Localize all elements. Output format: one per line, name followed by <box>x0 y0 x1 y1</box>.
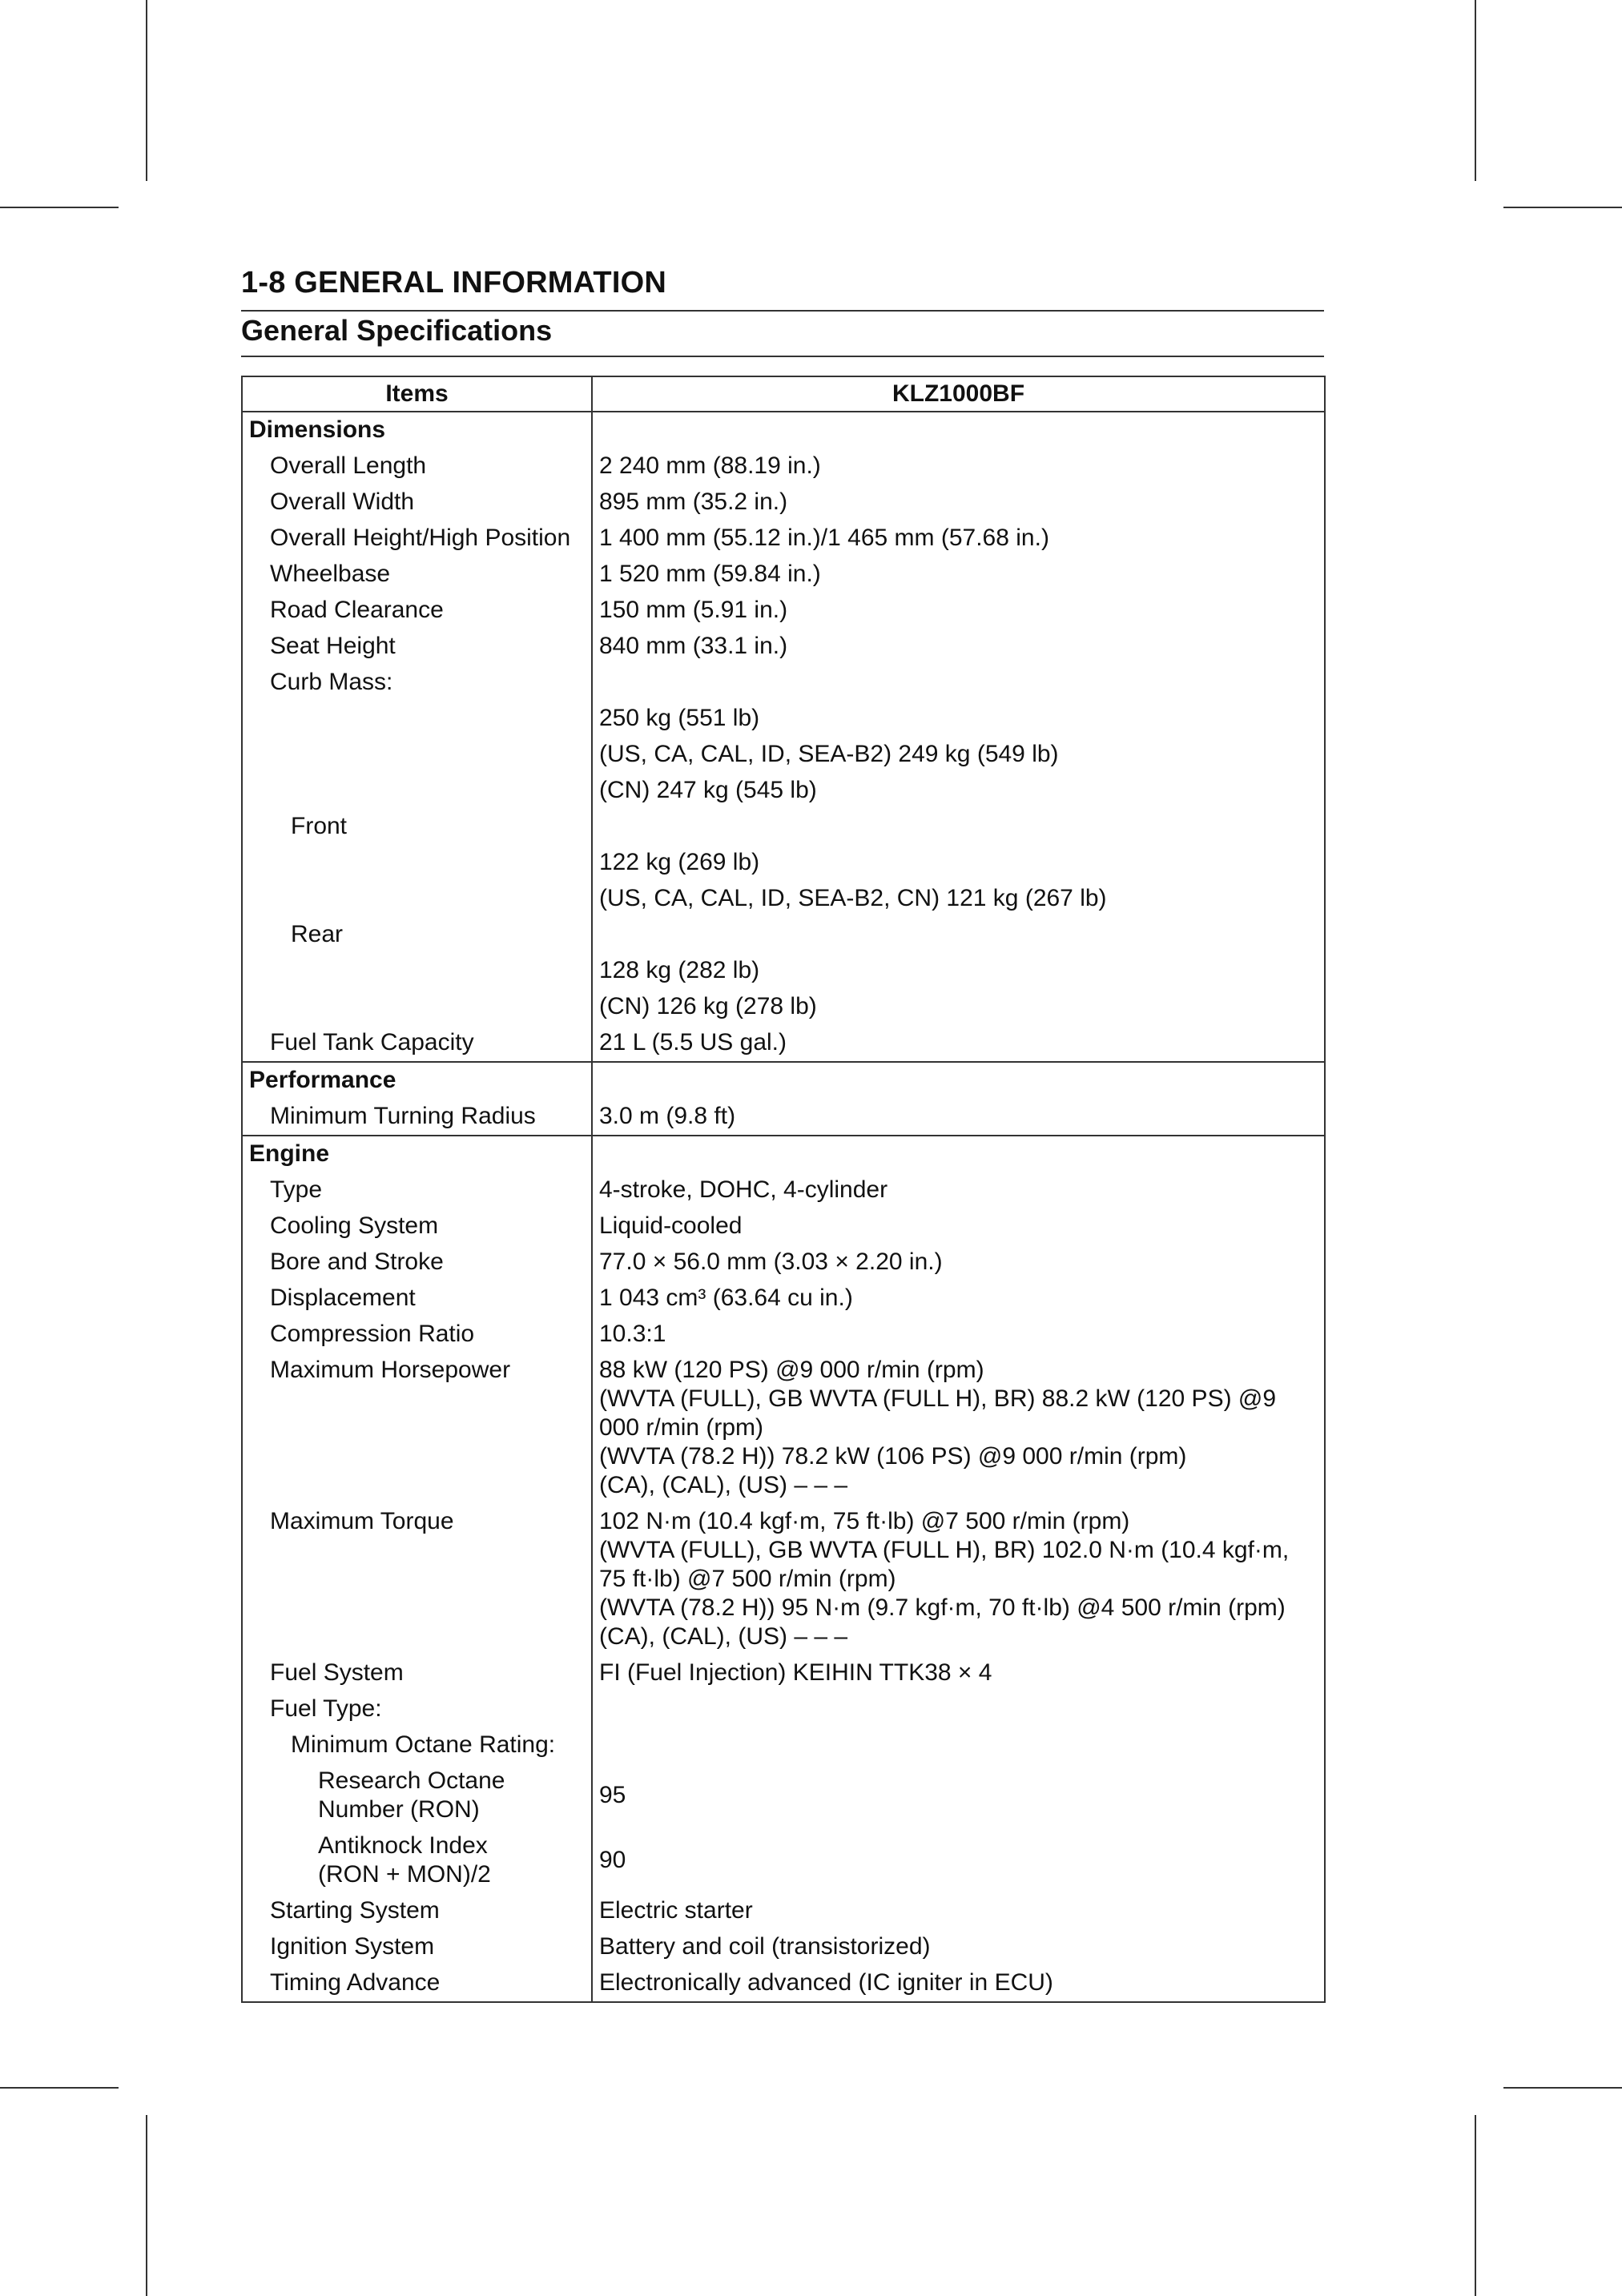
spec-value: (US, CA, CAL, ID, SEA-B2) 249 kg (549 lb) <box>592 737 1325 773</box>
chapter-title: 1-8 GENERAL INFORMATION <box>241 266 666 300</box>
spec-value-line: (WVTA (78.2 H)) 95 N·m (9.7 kgf·m, 70 ft·lb) @4 500 r/min (rpm) <box>599 1594 1286 1621</box>
table-row <box>242 629 1325 665</box>
table-row <box>242 737 1325 773</box>
col-header-model: KLZ1000BF <box>592 376 1325 412</box>
spec-value: 95 <box>592 1763 1325 1828</box>
table-row <box>242 1353 1325 1504</box>
spec-value: 122 kg (269 lb) <box>592 845 1325 881</box>
spec-label: Road Clearance <box>242 593 592 629</box>
spec-value-line: (WVTA (FULL), GB WVTA (FULL H), BR) 88.2 kW (120 PS) @9 <box>599 1385 1277 1412</box>
table-row <box>242 1727 1325 1763</box>
table-row <box>242 845 1325 881</box>
spec-value: 1 043 cm³ (63.64 cu in.) <box>592 1281 1325 1317</box>
spec-label: Overall Length <box>242 448 592 485</box>
spec-label: Bore and Stroke <box>242 1245 592 1281</box>
table-row <box>242 448 1325 485</box>
table-row <box>242 1172 1325 1208</box>
table-row <box>242 1893 1325 1929</box>
crop-mark <box>146 0 147 181</box>
spec-value: 895 mm (35.2 in.) <box>592 485 1325 521</box>
crop-mark <box>1503 2087 1622 2089</box>
table-row <box>242 1763 1325 1828</box>
spec-value: 1 520 mm (59.84 in.) <box>592 557 1325 593</box>
spec-label: Seat Height <box>242 629 592 665</box>
crop-mark <box>0 207 119 208</box>
table-row <box>242 1691 1325 1727</box>
spec-value: 2 240 mm (88.19 in.) <box>592 448 1325 485</box>
table-row <box>242 485 1325 521</box>
table-row <box>242 917 1325 953</box>
table-row <box>242 412 1325 448</box>
spec-value: (CN) 247 kg (545 lb) <box>592 773 1325 809</box>
spec-value: Electric starter <box>592 1893 1325 1929</box>
spec-label: Compression Ratio <box>242 1317 592 1353</box>
section-rule <box>241 356 1324 357</box>
spec-label: Minimum Turning Radius <box>242 1099 592 1136</box>
crop-mark <box>1503 207 1622 208</box>
spec-label: Overall Width <box>242 485 592 521</box>
spec-value-line: (WVTA (78.2 H)) 78.2 kW (106 PS) @9 000 r/min (rpm) <box>599 1443 1187 1470</box>
spec-label: Cooling System <box>242 1208 592 1245</box>
spec-value: FI (Fuel Injection) KEIHIN TTK38 × 4 <box>592 1655 1325 1691</box>
spec-value: 90 <box>592 1828 1325 1893</box>
spec-label: Fuel System <box>242 1655 592 1691</box>
spec-value: 3.0 m (9.8 ft) <box>592 1099 1325 1136</box>
spec-label: Displacement <box>242 1281 592 1317</box>
table-row <box>242 989 1325 1025</box>
spec-label: Maximum Torque <box>242 1504 592 1655</box>
spec-label: Overall Height/High Position <box>242 521 592 557</box>
table-row <box>242 557 1325 593</box>
spec-value-line: 75 ft·lb) @7 500 r/min (rpm) <box>599 1566 896 1592</box>
spec-value: 840 mm (33.1 in.) <box>592 629 1325 665</box>
table-row <box>242 1025 1325 1062</box>
table-row <box>242 1281 1325 1317</box>
spec-label: Maximum Horsepower <box>242 1353 592 1504</box>
spec-label: Type <box>242 1172 592 1208</box>
spec-value-line: 88 kW (120 PS) @9 000 r/min (rpm) <box>599 1357 984 1383</box>
spec-table <box>241 376 1326 2003</box>
spec-label: Front <box>242 809 592 845</box>
title-rule <box>241 310 1324 312</box>
spec-label-line: (RON + MON)/2 <box>318 1861 491 1888</box>
table-row <box>242 1828 1325 1893</box>
spec-value: 1 400 mm (55.12 in.)/1 465 mm (57.68 in.) <box>592 521 1325 557</box>
spec-label-line: Number (RON) <box>318 1796 480 1823</box>
table-row <box>242 1965 1325 2002</box>
spec-value: Battery and coil (transistorized) <box>592 1929 1325 1965</box>
spec-label: Rear <box>242 917 592 953</box>
spec-value-multiline <box>592 1353 1325 1504</box>
spec-value: 128 kg (282 lb) <box>592 953 1325 989</box>
spec-value: 21 L (5.5 US gal.) <box>592 1025 1325 1062</box>
spec-value-multiline <box>592 1504 1325 1655</box>
spec-value: Liquid-cooled <box>592 1208 1325 1245</box>
table-row <box>242 1208 1325 1245</box>
table-row <box>242 593 1325 629</box>
col-header-items: Items <box>242 376 592 412</box>
crop-mark <box>0 2087 119 2089</box>
spec-value-line: (CA), (CAL), (US) – – – <box>599 1472 848 1498</box>
spec-value: 250 kg (551 lb) <box>592 701 1325 737</box>
crop-mark <box>146 2115 147 2296</box>
spec-value: Electronically advanced (IC igniter in ECU) <box>592 1965 1325 2002</box>
spec-label: Starting System <box>242 1893 592 1929</box>
spec-label: Ignition System <box>242 1929 592 1965</box>
table-row <box>242 1245 1325 1281</box>
spec-label: Fuel Type: <box>242 1691 592 1727</box>
spec-label: Curb Mass: <box>242 665 592 701</box>
spec-value: 4-stroke, DOHC, 4-cylinder <box>592 1172 1325 1208</box>
spec-label: Timing Advance <box>242 1965 592 2002</box>
spec-label-line: Antiknock Index <box>318 1832 488 1859</box>
spec-value-line: (WVTA (FULL), GB WVTA (FULL H), BR) 102.0 N·m (10.4 kgf·m, <box>599 1537 1290 1563</box>
table-row <box>242 773 1325 809</box>
spec-label-multiline <box>242 1828 592 1893</box>
spec-value-line: (CA), (CAL), (US) – – – <box>599 1623 848 1650</box>
table-row <box>242 881 1325 917</box>
section-heading-performance: Performance <box>242 1062 592 1099</box>
spec-label-line: Research Octane <box>318 1767 505 1794</box>
crop-mark <box>1475 0 1476 181</box>
spec-value: (CN) 126 kg (278 lb) <box>592 989 1325 1025</box>
section-heading-engine: Engine <box>242 1136 592 1172</box>
spec-label-multiline <box>242 1763 592 1828</box>
spec-value: 10.3:1 <box>592 1317 1325 1353</box>
table-row <box>242 1504 1325 1655</box>
spec-value: 77.0 × 56.0 mm (3.03 × 2.20 in.) <box>592 1245 1325 1281</box>
table-row <box>242 701 1325 737</box>
spec-value-line: 102 N·m (10.4 kgf·m, 75 ft·lb) @7 500 r/min (rpm) <box>599 1508 1130 1534</box>
table-row <box>242 1062 1325 1099</box>
crop-mark <box>1475 2115 1476 2296</box>
spec-label: Minimum Octane Rating: <box>242 1727 592 1763</box>
spec-value-line: 000 r/min (rpm) <box>599 1414 764 1441</box>
table-row <box>242 953 1325 989</box>
table-row <box>242 1317 1325 1353</box>
table-row <box>242 1929 1325 1965</box>
spec-value: 150 mm (5.91 in.) <box>592 593 1325 629</box>
table-header-row <box>242 376 1325 412</box>
table-row <box>242 1136 1325 1172</box>
table-row <box>242 521 1325 557</box>
table-row <box>242 1099 1325 1136</box>
table-row <box>242 665 1325 701</box>
table-row <box>242 1655 1325 1691</box>
spec-value: (US, CA, CAL, ID, SEA-B2, CN) 121 kg (267 lb) <box>592 881 1325 917</box>
spec-label: Fuel Tank Capacity <box>242 1025 592 1062</box>
spec-label: Wheelbase <box>242 557 592 593</box>
section-heading-dimensions: Dimensions <box>242 412 592 448</box>
table-row <box>242 809 1325 845</box>
section-title: General Specifications <box>241 314 553 347</box>
